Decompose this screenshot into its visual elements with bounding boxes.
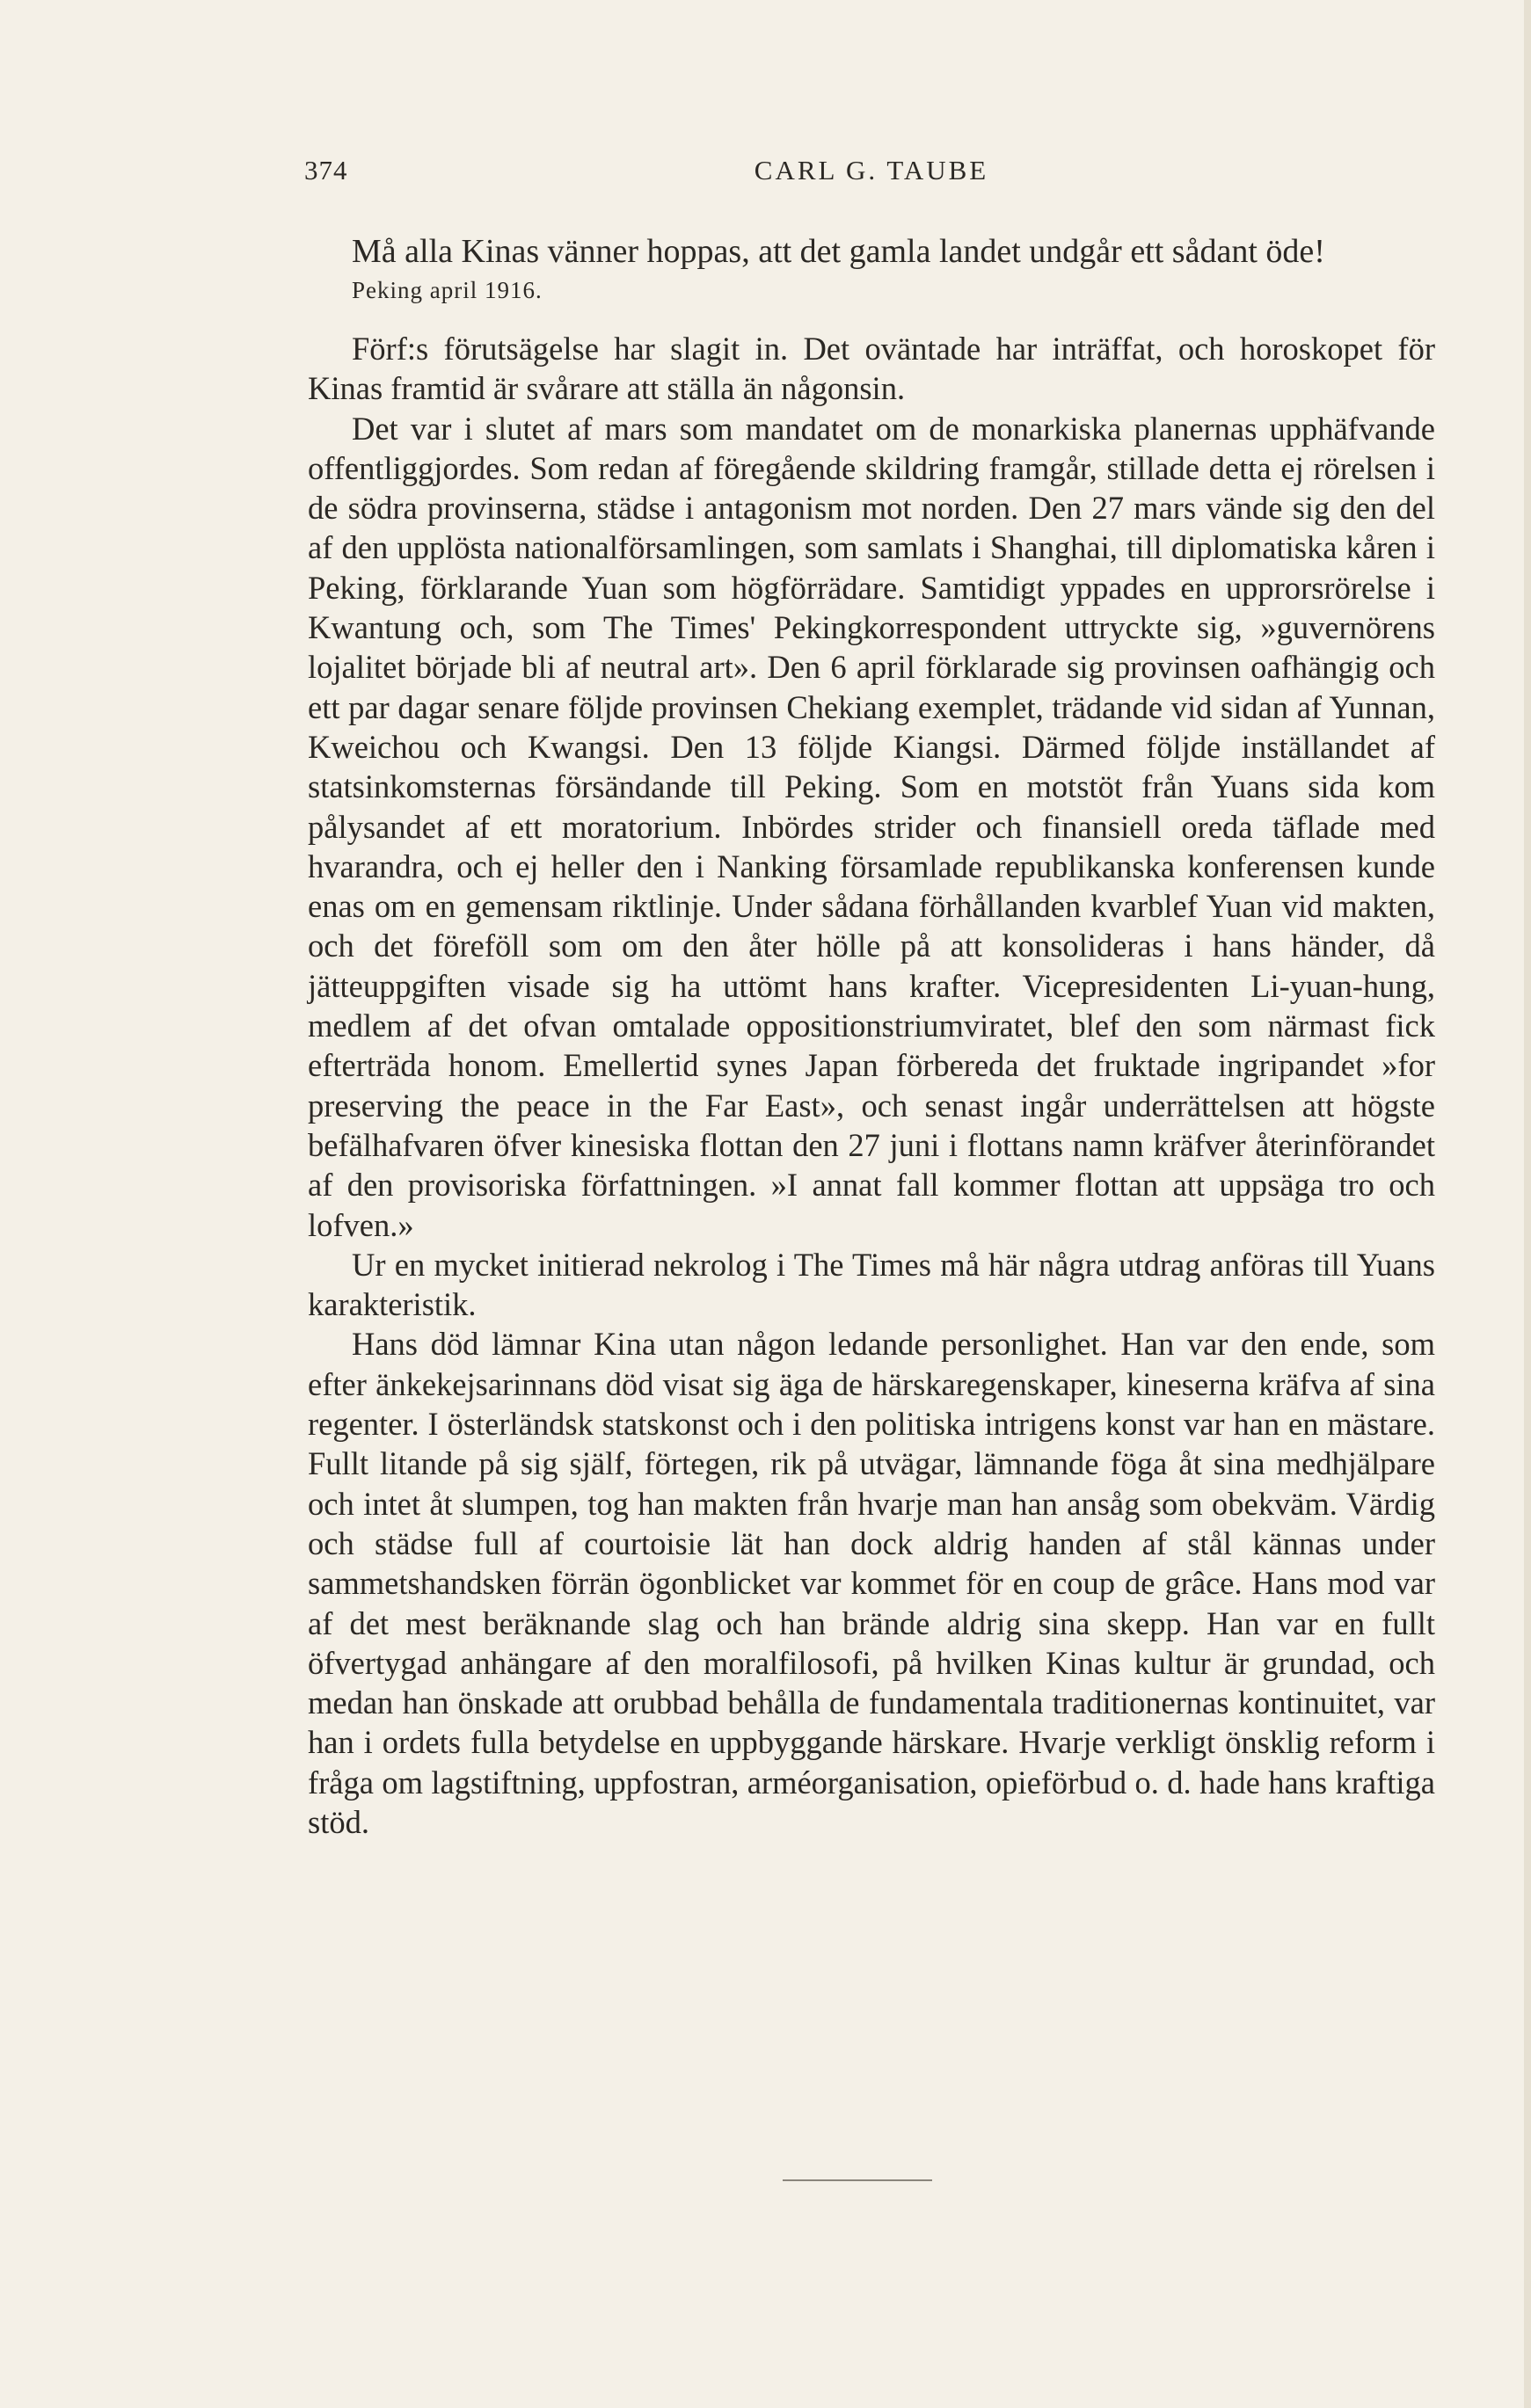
page-header	[304, 155, 1439, 199]
paragraph: Ur en mycket initierad nekrolog i The Times må här några utdrag anföras till Yuans karakteristik.	[308, 1246, 1435, 1323]
page-number: 374	[304, 155, 348, 186]
paragraph: Hans död lämnar Kina utan någon ledande personlighet. Han var den ende, som efter änkekejsarinnans död visat sig äga de härskaregenskaper, kineserna kräfva af sina regenter. I österländsk statskonst och i den politiska intrigens konst var han en mästare. Fullt litande på sig själf, förtegen, rik på utvägar, lämnande föga åt sina medhjälpare och intet åt slumpen, tog han makten från hvarje man han ansåg som obekväm. Värdig och städse full af courtoisie lät han dock aldrig handen af stål kännas under sammetshandsken förrän ögonblicket var kommet för en coup de grâce. Hans mod var af det mest beräknande slag och han brände aldrig sina skepp. Han var en fullt öfvertygad anhängare af den moralfilosofi, på hvilken Kinas kultur är grundad, och medan han önskade att orubbad behålla de fundamentala traditionernas kontinuitet, var han i ordets fulla betydelse en uppbyggande härskare. Hvarje verkligt önsklig reform i fråga om lagstiftning, uppfostran, arméorganisation, opieförbud o. d. hade hans kraftiga stöd.	[308, 1326, 1435, 1840]
place-date: Peking april 1916.	[352, 277, 543, 303]
running-head: CARL G. TAUBE	[754, 155, 989, 186]
page-edge	[1524, 0, 1531, 2408]
paragraph: Det var i slutet af mars som mandatet om de monarkiska planernas upphäfvande offentliggjordes. Som redan af föregående skildring framgår, stillade detta ej rörelsen i de södra provinserna, städse i antagonism mot norden. Den 27 mars vände sig den del af den upplösta nationalförsamlingen, som samlats i Shanghai, till diplomatiska kåren i Peking, förklarande Yuan som högförrädare. Samtidigt yppades en upprorsrörelse i Kwantung och, som The Times' Pekingkorrespondent uttryckte sig, »guvernörens lojalitet började bli af neutral art». Den 6 april förklarade sig provinsen oafhängig och ett par dagar senare följde provinsen Chekiang exemplet, trädande vid sidan af Yunnan, Kweichou och Kwangsi. Den 13 följde Kiangsi. Därmed följde inställandet af statsinkomsternas försändande till Peking. Som en motstöt från Yuans sida kom pålysandet af ett moratorium. Inbördes strider och finansiell oreda täflade med hvarandra, och ej heller den i Nanking församlade republikanska konferensen kunde enas om en gemensam riktlinje. Under sådana förhållanden kvarblef Yuan vid makten, och det föreföll som om den åter hölle på att konsolideras i hans händer, då jätteuppgiften visade sig ha uttömt hans krafter. Vicepresidenten Li-yuan-hung, medlem af det ofvan omtalade oppositionstriumviratet, blef den som närmast fick efterträda honom. Emellertid synes Japan förbereda det fruktade ingripandet »for preserving the peace in the Far East», och senast ingår underrättelsen att högste befälhafvaren öfver kinesiska flottan den 27 juni i flottans namn kräfver återinförandet af den provisoriska författningen. »I annat fall kommer flottan att uppsäga tro och lofven.»	[308, 410, 1435, 1243]
page-body	[308, 230, 1435, 1842]
paragraph: Förf:s förutsägelse har slagit in. Det oväntade har inträffat, och horoskopet för Kinas framtid är svårare att ställa än någonsin.	[308, 331, 1435, 407]
closing-rule	[783, 2179, 932, 2181]
lead-paragraph: Må alla Kinas vänner hoppas, att det gamla landet undgår ett sådant öde!	[352, 233, 1325, 270]
